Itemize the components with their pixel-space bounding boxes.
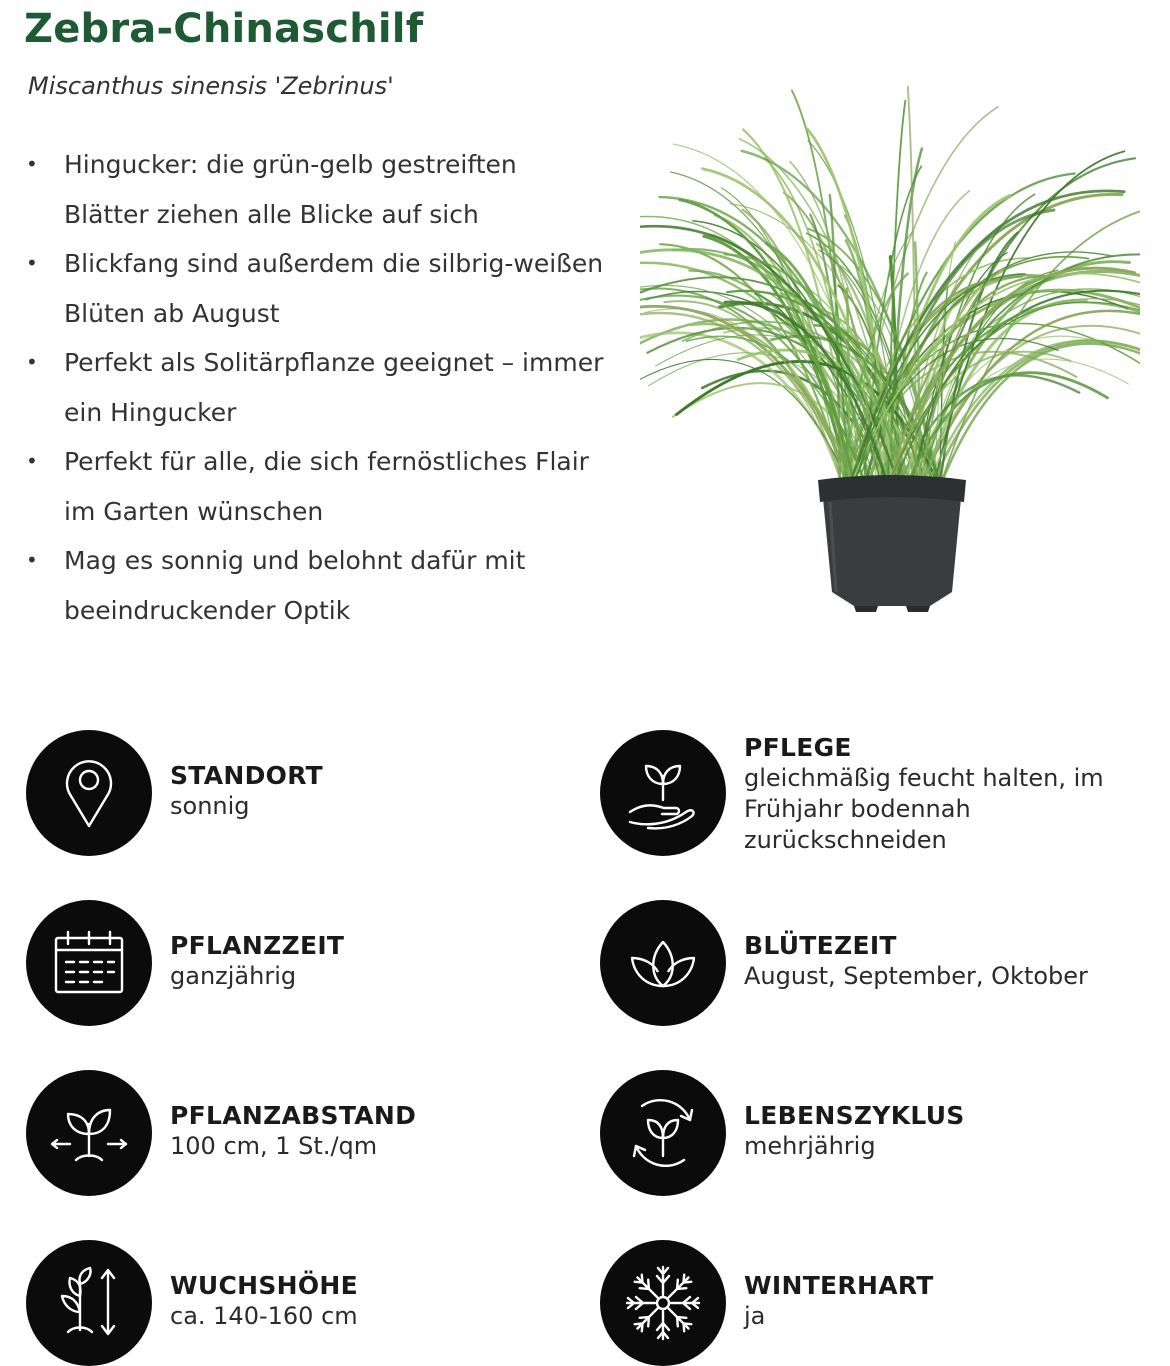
plant-image	[640, 40, 1140, 620]
feature-label: BLÜTEZEIT	[744, 931, 897, 960]
feature-wuchshoehe	[26, 1240, 530, 1366]
feature-label: WINTERHART	[744, 1271, 934, 1300]
bullet-item: • Blickfang sind außerdem die silbrig-weißen Blüten ab August	[24, 239, 604, 338]
pot-icon	[818, 475, 966, 612]
growth-height-icon	[26, 1240, 152, 1366]
feature-label: PFLANZABSTAND	[170, 1101, 417, 1130]
life-cycle-icon	[600, 1070, 726, 1196]
bullet-item: • Hingucker: die grün-gelb gestreiften Blätter ziehen alle Blicke auf sich	[24, 140, 604, 239]
feature-pflanzabstand	[26, 1070, 530, 1196]
bullet-item: • Mag es sonnig und belohnt dafür mit beeindruckender Optik	[24, 536, 604, 635]
product-title: Zebra-Chinaschilf	[24, 6, 424, 52]
feature-value: ja	[744, 1302, 766, 1330]
feature-winterhart	[600, 1240, 1104, 1366]
feature-pflanzzeit	[26, 900, 530, 1026]
bullet-item: • Perfekt für alle, die sich fernöstliches Flair im Garten wünschen	[24, 437, 604, 536]
feature-value: ganzjährig	[170, 962, 297, 990]
feature-value: August, September, Oktober	[744, 962, 1088, 990]
feature-standort	[26, 730, 530, 856]
feature-lebenszyklus	[600, 1070, 1104, 1196]
feature-value: sonnig	[170, 792, 250, 820]
feature-value: 100 cm, 1 St./qm	[170, 1132, 378, 1160]
botanical-name: Miscanthus sinensis 'Zebrinus'	[28, 72, 394, 100]
feature-label: PFLEGE	[744, 733, 852, 762]
feature-value: mehrjährig	[744, 1132, 876, 1160]
feature-pflege	[600, 730, 1104, 856]
bullet-item: • Perfekt als Solitärpflanze geeignet – immer ein Hingucker	[24, 338, 604, 437]
lotus-flower-icon	[600, 900, 726, 1026]
location-pin-icon	[26, 730, 152, 856]
plant-spacing-icon	[26, 1070, 152, 1196]
feature-value: gleichmäßig feucht halten, im Frühjahr bodennah zurückschneiden	[744, 764, 1104, 854]
snowflake-icon	[600, 1240, 726, 1366]
feature-label: STANDORT	[170, 761, 323, 790]
feature-label: LEBENSZYKLUS	[744, 1101, 965, 1130]
seedling-hand-icon	[600, 730, 726, 856]
calendar-icon	[26, 900, 152, 1026]
feature-value: ca. 140-160 cm	[170, 1302, 358, 1330]
feature-bluetezeit	[600, 900, 1104, 1026]
feature-label: PFLANZZEIT	[170, 931, 345, 960]
feature-label: WUCHSHÖHE	[170, 1271, 359, 1300]
feature-bullet-list	[24, 140, 604, 635]
